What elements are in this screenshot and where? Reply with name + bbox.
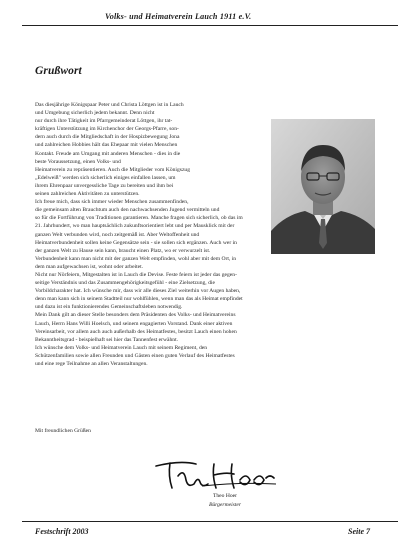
header-title: Volks- und Heimatverein Lauch 1911 e.V. xyxy=(105,12,252,21)
text-line: dern auch durch die Mitgliedschaft in der Hospizbewegung Jona xyxy=(35,134,180,141)
text-line: Vorbildcharakter hat. Ich wünsche mir, dass wir alle dieses Ziel weiterhin vor Augen haben, xyxy=(35,288,241,295)
text-line: seinen zahlreichen Aktivitäten zu unterstützen. xyxy=(35,191,140,198)
text-line: seitige Verständnis und das Zusammengehörigkeitsgefühl - eine Zielsetzung, die xyxy=(35,280,215,287)
text-line: der ganzen Welt zu Hause sein kann, braucht einen Platz, wo er verwurzelt ist. xyxy=(35,247,211,254)
text-line: Kontakt. Freude am Umgang mit anderen Menschen - dies in die xyxy=(35,150,181,157)
text-line: und zahlreichen Hobbies hält das Ehepaar mit vielen Menschen xyxy=(35,142,178,149)
signer-role: Bürgermeister xyxy=(208,502,242,508)
text-line: und eine rege Teilnahme an allen Veranstaltungen. xyxy=(35,361,148,367)
text-line: und Umgebung sicherlich jedem bekannt. Denn nicht xyxy=(35,110,155,117)
portrait-photo xyxy=(271,119,375,254)
text-line: dem man aufgewachsen ist, wohnt oder arbeitet. xyxy=(35,263,144,270)
footer-rule xyxy=(22,521,398,522)
text-line: Das diesjährige Königspaar Peter und Christa Löttgen ist in Lauch xyxy=(35,102,184,108)
page-number: Seite 7 xyxy=(348,527,370,536)
closing-greeting: Mit freundlichen Grüßen xyxy=(35,428,91,434)
footer-publication: Festschrift 2003 xyxy=(35,527,89,536)
portrait-illustration xyxy=(271,119,375,254)
header-rule xyxy=(22,25,398,26)
text-line: kräftigen Unterstützung im Kirchenchor der Georgs-Pfarre, son- xyxy=(35,126,179,133)
text-line: „Edelweiß" werden sich sicherlich einiges einfallen lassen, um xyxy=(35,174,176,181)
text-line: Lauch, Herrn Hans Willi Hoelsch, und seinem engagierten Vorstand. Dank einer aktiven xyxy=(35,320,233,327)
text-line: Schützenfamilien sowie allen Freunden und Gästen einen guten Verlauf des Heimatfestes xyxy=(35,352,235,359)
text-line: ganzen Welt verbunden wird, noch zeitgemäß ist. Aber Weltoffenheit und xyxy=(35,231,200,238)
text-line: 21. Jahrhundert, wo man hauptsächlich zukunftsorientiert lebt und per Mausklick mit der xyxy=(35,223,235,230)
page-header xyxy=(0,0,417,38)
text-line: Bekanntheitsgrad - beispielhaft sei hier das Tannenfest erwähnt. xyxy=(35,336,179,343)
text-line: Vereinsarbeit, vor allem auch auch außerhalb des Heimatfestes, besitzt Lauch einen hohen xyxy=(35,328,237,335)
text-line: ihrem Ehrenpaar unvergessliche Tage zu bereiten und ihm bei xyxy=(35,182,174,189)
text-line: Heimatverein zu repräsentieren. Auch die Mitglieder vom Königszug xyxy=(35,166,191,173)
handwritten-signature xyxy=(150,458,280,492)
text-line: nur durch ihre Tätigkeit im Pfarrgemeinderat Löttgen, ihr tat- xyxy=(35,118,173,125)
text-line: und dazu ist ein funktionierendes Gemeinschaftsleben notwendig. xyxy=(35,304,183,311)
text-line: Heimatverbundenheit sollen keine Gegensätze sein - sie sollen sich ergänzen. Auch wer in xyxy=(35,239,237,246)
text-line: Verbundenheit kann man nicht mit der ganzen Welt empfinden, wohl aber mit dem Ort, in xyxy=(35,255,237,262)
text-line: Mein Dank gilt an dieser Stelle besonders dem Präsidenten des Volks- und Heimatvereins xyxy=(35,312,236,319)
text-line: Ich wünsche dem Volks- und Heimatverein Lauch mit seinem Regiment, den xyxy=(35,344,208,351)
text-line: beste Voraussetzung, einen Volks- und xyxy=(35,158,121,165)
text-line: Ich freue mich, dass sich immer wieder Menschen zusammenfinden, xyxy=(35,199,189,206)
text-line: die gemeinsam alten Brauchtum auch den nachwachsenden Jugend vermitteln und xyxy=(35,207,220,214)
text-line: Nicht nur Nörfeiern, Mitgestalten ist in Lauch die Devise. Feste feiern ist jeder das gegen- xyxy=(35,271,237,278)
text-line: denn man kann sich in seinem Stadtteil nur wohlfühlen, wenn man das als Heimat empfindet xyxy=(35,296,243,303)
signature-image xyxy=(150,458,280,492)
intro-block xyxy=(35,101,265,198)
signer-name: Theo Hoer xyxy=(212,493,238,499)
text-line: so für die Fortführung von Traditionen garantieren. Manche fragen sich sicherlich, ob das im xyxy=(35,215,243,222)
page-heading: Grußwort xyxy=(35,65,82,77)
